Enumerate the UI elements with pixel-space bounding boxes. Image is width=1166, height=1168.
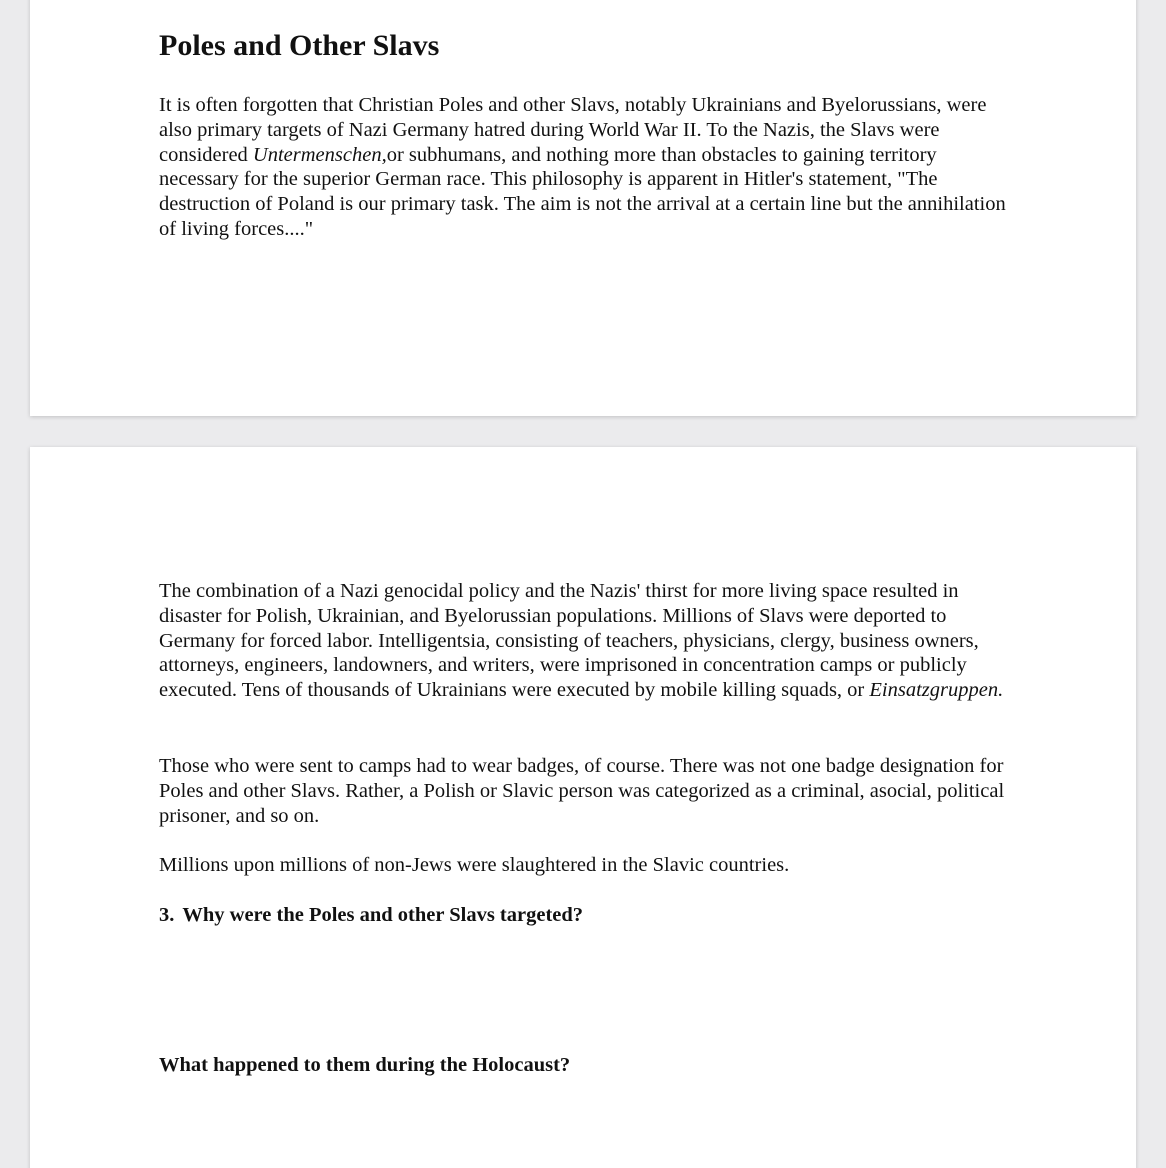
- question-3-number: 3.: [159, 904, 175, 926]
- paragraph-millions: Millions upon millions of non-Jews were slaughtered in the Slavic countries.: [159, 854, 790, 876]
- question-3-followup: What happened to them during the Holocaust?: [159, 1054, 571, 1076]
- question-3: [159, 904, 583, 927]
- paragraph-intro: [159, 93, 1009, 242]
- page-title: Poles and Other Slavs: [159, 29, 440, 62]
- paragraph-genocidal-policy-text: The combination of a Nazi genocidal policy and the Nazis' thirst for more living space resulted in disaster for Polish, Ukrainian, and Byelorussian populations. Millions of Slavs were deported to Germany for forced labor. Intelligentsia, consisting of teachers, physicians, clergy, business owners, attorneys, engineers, landowners, and writers, were imprisoned in concentration camps or publicly executed. Tens of thousands of Ukrainians were executed by mobile killing squads, or: [159, 580, 979, 702]
- document-page-2: [30, 447, 1136, 1168]
- paragraph-intro-text-end: or subhumans, and nothing more than obstacles to gaining territory necessary for the superior German race. This philosophy is apparent in Hitler's statement, "The destruction of Poland is our primary task. The aim is not the arrival at a certain line but the annihilation of living forces....": [159, 143, 1006, 240]
- question-3-text: Why were the Poles and other Slavs targeted?: [182, 904, 584, 926]
- paragraph-badges: Those who were sent to camps had to wear badges, of course. There was not one badge designation for Poles and other Slavs. Rather, a Polish or Slavic person was categorized as a criminal, asocial, political prisoner, and so on.: [159, 755, 1005, 827]
- paragraph-genocidal-policy: [159, 579, 1009, 703]
- paragraph-intro-italic-term: Untermenschen,: [252, 143, 387, 166]
- paragraph-genocidal-policy-italic-term: Einsatzgruppen.: [869, 679, 1004, 702]
- document-page-1: [30, 0, 1136, 416]
- paragraph-intro-text-start: It is often forgotten that Christian Poles and other Slavs, notably Ukrainians and Byelorussians, were also primary targets of Nazi Germany hatred during World War II. To the Nazis, the Slavs were considered: [159, 94, 987, 166]
